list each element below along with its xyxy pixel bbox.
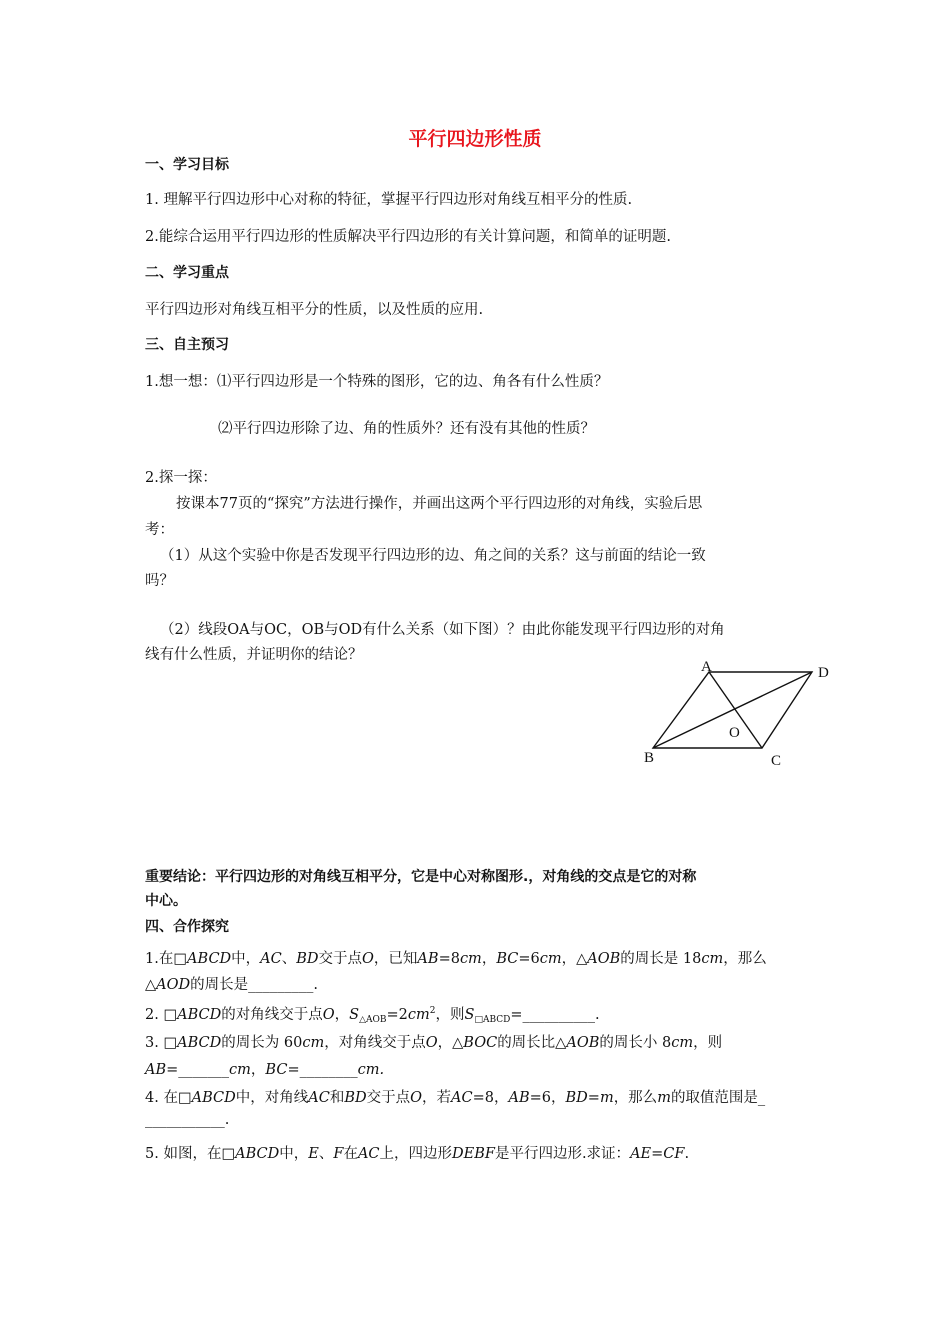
vertex-label-a: A [701,659,712,675]
explore-question-1-line1: （1）从这个实验中你是否发现平行四边形的边、角之间的关系？这与前面的结论一致 [160,548,706,564]
problem-4-line1: 4. 在□ABCD中，对角线AC和BD交于点O，若AC=8，AB=6，BD=m，那么m的取值范围是_ [145,1090,766,1106]
vertex-label-c: C [771,753,782,769]
problem-3-line1: 3. □ABCD的周长为 60cm，对角线交于点O，△BOC的周长比△AOB的周长小 8cm，则 [145,1035,723,1051]
vertex-label-b: B [644,750,655,766]
conclusion-line1: 重要结论：平行四边形的对角线互相平分，它是中心对称图形.，对角线的交点是它的对称 [145,869,697,885]
vertex-label-d: D [818,665,829,681]
explore-text-line2: 考： [145,522,174,538]
focus-text: 平行四边形对角线互相平分的性质，以及性质的应用. [145,302,484,318]
explore-question-2-line1: （2）线段OA与OC，OB与OD有什么关系（如下图）？由此你能发现平行四边形的对角 [160,622,725,638]
section-heading-focus: 二、学习重点 [145,265,229,281]
problem-1-line1: 1.在□ABCD中，AC、BD交于点O，已知AB=8cm，BC=6cm，△AOB的周长是 18cm，那么 [145,951,767,967]
explore-text-line1: 按课本77页的“探究”方法进行操作，并画出这两个平行四边形的对角线，实验后思 [176,496,703,512]
problem-4-line2: ___________. [145,1112,230,1128]
problem-3-line2: AB=_______cm，BC=________cm. [145,1062,385,1078]
goal-item-2: 2.能综合运用平行四边形的性质解决平行四边形的有关计算问题，和简单的证明题. [145,229,671,245]
center-label-o: O [729,725,740,741]
goal-item-1: 1. 理解平行四边形中心对称的特征，掌握平行四边形对角线互相平分的性质. [145,192,633,208]
think-question-1: 1.想一想：⑴平行四边形是一个特殊的图形，它的边、角各有什么性质？ [145,374,609,390]
problem-2: 2. □ABCD的对角线交于点O，$S_{\triangle AOB}=2cm^2$，则$S_{□ABCD}=\_\_\_\_\_\_\_\_\_\_$. [145,1006,600,1025]
problem-5: 5. 如图，在□ABCD中，E、F在AC上，四边形DEBF是平行四边形.求证：AE=CF. [145,1146,690,1162]
section-heading-goals: 一、学习目标 [145,157,229,173]
explore-question-1-line2: 吗？ [145,573,174,589]
explore-title: 2.探一探： [145,470,217,486]
problem-1-line2: △AOD的周长是_________. [145,977,318,993]
section-heading-cooperate: 四、合作探究 [145,919,229,935]
conclusion-line2: 中心。 [145,893,187,909]
explore-question-2-line2: 线有什么性质，并证明你的结论？ [145,647,363,663]
think-question-2: ⑵平行四边形除了边、角的性质外？还有没有其他的性质？ [218,421,595,437]
page-title: 平行四边形性质 [408,128,542,150]
section-heading-preview: 三、自主预习 [145,337,229,353]
